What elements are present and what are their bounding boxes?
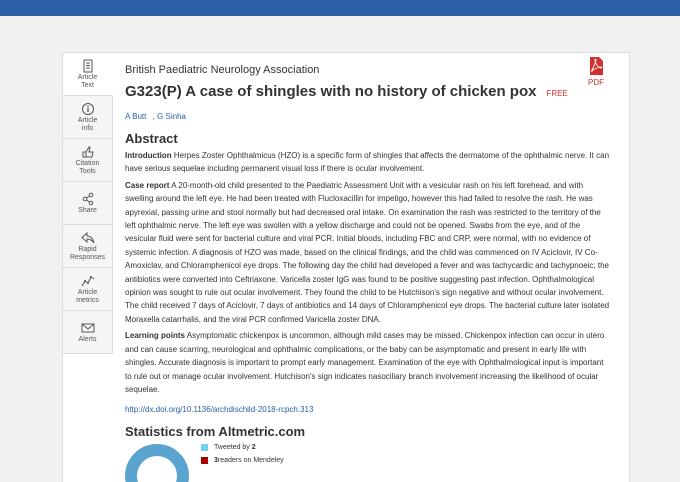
altmetric-summary	[125, 441, 612, 481]
sidebar-item-label: Article	[77, 288, 98, 296]
sidebar-item-label: info	[81, 124, 94, 132]
case-paragraph	[125, 179, 612, 326]
case-text: A 20-month-old child presented to the Paediatric Assessment Unit with a vesicular rash on his left forehead, and with swelling around the left eye. He had been treated with Flucloxacillin for impetigo, however this had failed to resolve the rash. He was apyrexial, passing urine and stool normally but had decreased oral intake. On examination the rash was restricted to the territory of the left ophthalmic nerve. The left eye was swollen with a yellow discharge and could not be opened. Swabs from the eye, and of the vesicular fluid were sent for bacterial culture and viral PCR. Initial bloods, including FBC and CRP, were normal, with no evidence of systemic infection. A diagnosis of HZO was made, based on the clinical findings, and the child was commenced on IV Aciclovir, IV Co-Amoxiclav, and Chloramphenicol eye drops. The following day the child had developed a fever and was tachycardic and tachypnoeic; the antibiotics were converted into Ceftriaxone. Varicella zoster IgG was found to be positive suggesting past infection. Ophthalmological opinion was sought to rule out ocular involvement. They found the child to be Hutchison's sign negative and without ocular involvement. The child received 7 days of Aciclovir, 7 days of antibiotics and 14 days of Chloramphenicol eye drops. The bacterial culture later isolated Moraxella catarrhalis, and the viral PCR confirmed Varicella zoster DNA.	[125, 180, 610, 324]
sidebar-item-label: Article	[77, 116, 98, 124]
author-list	[125, 112, 612, 121]
sidebar-item-alerts[interactable]	[63, 311, 112, 354]
case-label: Case report	[125, 180, 170, 190]
sidebar-item-label: Share	[78, 206, 97, 214]
sidebar-item-share[interactable]	[63, 182, 112, 225]
sidebar-item-label: Citation	[75, 159, 100, 167]
sidebar-item-article-text[interactable]	[63, 53, 113, 96]
learning-label: Learning points	[125, 331, 185, 341]
twitter-swatch	[201, 444, 208, 451]
intro-label: Introduction	[125, 151, 172, 160]
sidebar-item-rapid-responses[interactable]	[63, 225, 112, 268]
reply-icon	[81, 231, 95, 245]
sidebar-item-article-metrics[interactable]	[63, 268, 112, 311]
article-card	[62, 52, 630, 482]
sidebar-item-label: metrics	[76, 296, 99, 304]
author-link[interactable]: A Butt	[125, 112, 147, 121]
share-icon	[81, 192, 95, 206]
stats-heading: Statistics from Altmetric.com	[125, 424, 306, 440]
free-badge: FREE	[546, 89, 568, 98]
info-icon	[81, 102, 95, 116]
sidebar-item-article-info[interactable]	[63, 96, 112, 139]
sidebar-item-citation-tools[interactable]	[63, 139, 112, 182]
organization-name: British Paediatric Neurology Association	[125, 64, 320, 76]
sidebar-item-label: Alerts	[78, 335, 97, 343]
article-text-icon	[81, 59, 95, 73]
mendeley-count: 3	[214, 457, 218, 465]
intro-text: Herpes Zoster Ophthalmicus (HZO) is a specific form of shingles that affects the dermatome of the ophthalmic nerve. It can have serious sequelae including permanent visual loss if there is ocular involvement.	[125, 151, 610, 174]
abstract-heading: Abstract	[125, 131, 178, 146]
mendeley-swatch	[201, 457, 208, 464]
article-sidebar	[63, 53, 113, 354]
doi-link[interactable]: http://dx.doi.org/10.1136/archdischild-2018-rcpch.313	[125, 405, 314, 415]
altmetric-donut[interactable]	[125, 444, 189, 482]
metrics-icon	[81, 274, 95, 288]
pdf-icon	[586, 56, 606, 76]
learning-paragraph	[125, 329, 612, 396]
legend-item-twitter[interactable]	[201, 441, 284, 454]
citation-icon	[81, 145, 95, 159]
mail-icon	[81, 321, 95, 335]
top-bar	[0, 0, 680, 16]
learning-text: Asymptomatic chickenpox is uncommon, although mild cases may be missed. Chickenpox infection can occur in utero and can cause scarring, neurological and ophthalmic complications, or the baby can be asymptomatic and present in early life with shingles. Accurate diagnosis is important to prompt early management. Examination of the eye with Ophthalmological input is important to rule out or manage ocular involvement. Hutchison's sign indicates nasociliary branch involvement increasing the likelihood of ocular sequelae.	[125, 331, 605, 394]
sidebar-item-label: Text	[81, 81, 94, 89]
tweeted-prefix: Tweeted by	[214, 444, 250, 452]
intro-paragraph	[125, 149, 612, 176]
legend-item-mendeley[interactable]	[201, 454, 284, 467]
sidebar-item-label: Responses	[69, 253, 106, 261]
sidebar-item-label: Tools	[79, 167, 96, 175]
article-title: G323(P) A case of shingles with no history of chicken pox	[125, 83, 537, 100]
sidebar-item-label: Article	[77, 73, 98, 81]
mendeley-suffix: readers on Mendeley	[217, 457, 284, 465]
pdf-download-button[interactable]	[585, 56, 607, 87]
article-content	[125, 63, 612, 481]
tweeted-count: 2	[251, 444, 256, 452]
altmetric-legend	[201, 441, 284, 467]
pdf-label: PDF	[588, 78, 604, 87]
sidebar-item-label: Rapid	[78, 245, 97, 253]
author-link[interactable]: , G Sinha	[152, 112, 186, 121]
